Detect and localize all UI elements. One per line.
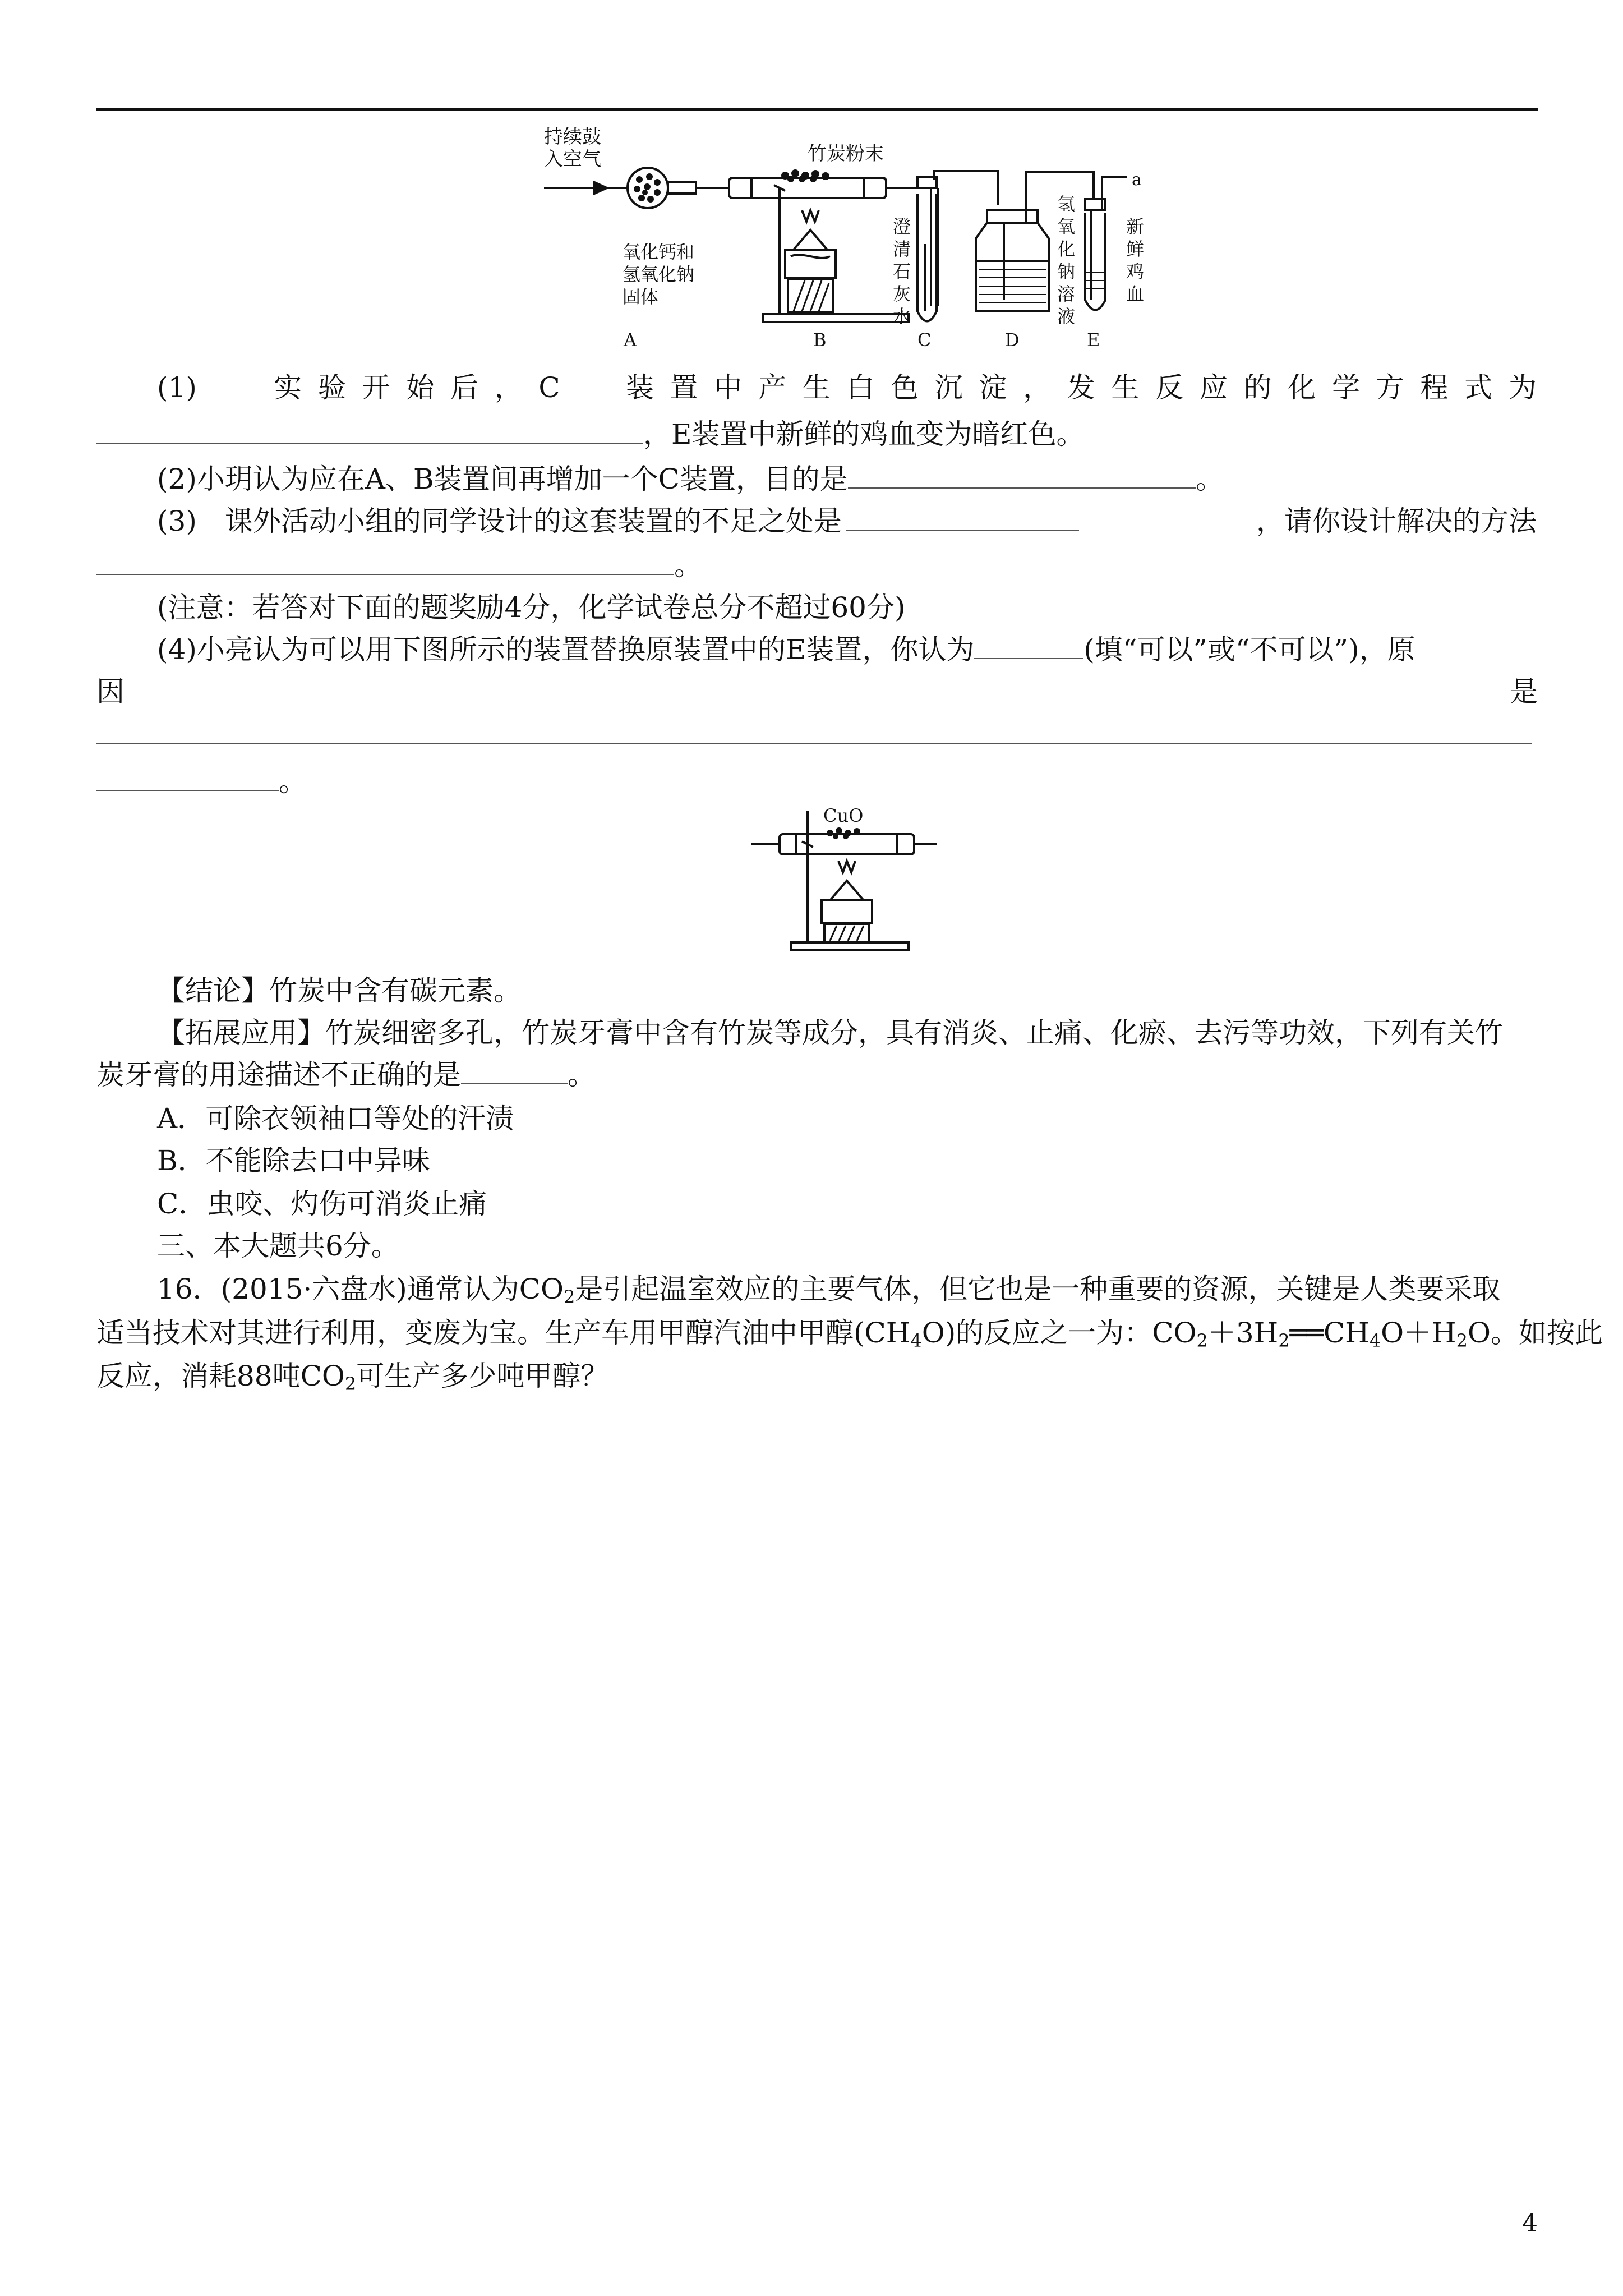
extension-line1: 【拓展应用】竹炭细密多孔，竹炭牙膏中含有竹炭等成分，具有消炎、止痛、化瘀、去污等功效，下列有关竹 (157, 1016, 1503, 1049)
conclusion: 【结论】竹炭中含有碳元素。 (157, 974, 522, 1007)
answer-line-q4b[interactable] (96, 743, 1532, 744)
d-sub-label-2: 氧 (1057, 216, 1076, 237)
letter-a: A (624, 329, 637, 351)
letter-e: E (1087, 329, 1100, 351)
e-sub-label-3: 鸡 (1126, 261, 1145, 282)
question-3-line1: (3) 课外活动小组的同学设计的这套装置的不足之处是 ，请你设计解决的方法 (157, 501, 1537, 541)
air-label-line2: 入空气 (544, 148, 601, 171)
question-2: (2)小玥认为应在A、B装置间再增加一个C装置，目的是 。 (157, 459, 1224, 499)
d-sub-label-3: 化 (1057, 238, 1076, 260)
answer-blank-q4c[interactable] (96, 762, 279, 791)
question-4-line1: (4)小亮认为可以用下图所示的装置替换原装置中的E装置，你认为 (填“可以”或“不可以”)，原 (157, 629, 1537, 670)
a-sub-label-1: 氧化钙和 (623, 241, 695, 263)
c-sub-label-2: 清 (893, 238, 911, 260)
d-sub-label-6: 液 (1057, 306, 1076, 327)
c-sub-label-1: 澄 (893, 216, 911, 237)
question-3-line2: 。 (96, 545, 702, 586)
answer-blank-q1[interactable] (96, 415, 643, 444)
question-1-line2: ，E装置中新鲜的鸡血变为暗红色。 (96, 414, 1085, 454)
d-sub-label-5: 溶 (1057, 283, 1076, 305)
c-sub-label-4: 灰 (893, 283, 911, 305)
e-sub-label-1: 新 (1126, 216, 1145, 237)
header-rule (96, 108, 1538, 111)
c-sub-label-5: 水 (893, 306, 911, 327)
section-3-heading: 三、本大题共6分。 (157, 1230, 399, 1262)
question-16-line3: 反应，消耗88吨$CO_2$可生产多少吨甲醇？ (96, 1360, 609, 1395)
bonus-note: (注意：若答对下面的题奖励4分，化学试卷总分不超过60分) (157, 591, 906, 624)
outlet-label: a (1132, 170, 1142, 190)
d-sub-label-1: 氢 (1057, 194, 1076, 215)
answer-blank-q4a[interactable] (974, 630, 1083, 659)
question-4-line4: 。 (96, 761, 307, 802)
question-16-line2: 适当技术对其进行利用，变废为宝。生产车用甲醇汽油中甲醇$(CH_4O)$的反应之一为：$CO_2+3H_2══CH_4O+H_2O$。如按此 (96, 1317, 1603, 1351)
answer-blank-q3b[interactable] (96, 546, 674, 575)
answer-blank-extension[interactable] (461, 1055, 568, 1084)
option-a: A．可除衣领袖口等处的汗渍 (157, 1102, 514, 1135)
e-sub-label-4: 血 (1126, 283, 1145, 305)
cuo-label: CuO (823, 805, 864, 826)
question-16-line1: 16．(2015·六盘水)通常认为$CO_2$是引起温室效应的主要气体，但它也是一种重要的资源，关键是人类要采取 (157, 1273, 1501, 1308)
e-sub-label-2: 鲜 (1126, 238, 1145, 260)
page-number: 4 (1522, 2209, 1538, 2238)
answer-blank-q2[interactable] (848, 459, 1196, 489)
question-4-line2: 因 是 (96, 675, 1538, 708)
option-b: B．不能除去口中异味 (157, 1144, 430, 1177)
question-1-line1: (1) 实 验 开 始 后 ， C 装 置 中 产 生 白 色 沉 淀 ， 发 生 反 应 的 化 学 方 程 式 为 (157, 371, 1537, 404)
c-sub-label-3: 石 (893, 261, 911, 282)
d-sub-label-4: 钠 (1057, 261, 1076, 282)
extension-line2: 炭牙膏的用途描述不正确的是 。 (96, 1055, 596, 1095)
option-c: C．虫咬、灼伤可消炎止痛 (157, 1188, 487, 1220)
letter-b: B (813, 329, 827, 351)
a-sub-label-2: 氢氧化钠 (623, 264, 695, 285)
apparatus-diagram (538, 121, 1166, 356)
cuo-apparatus-diagram (746, 794, 948, 962)
a-sub-label-3: 固体 (623, 286, 659, 307)
charcoal-label: 竹炭粉末 (808, 142, 884, 165)
air-label-line1: 持续鼓 (544, 126, 601, 148)
letter-d: D (1005, 329, 1020, 351)
answer-blank-q3a[interactable] (846, 501, 1079, 531)
letter-c: C (917, 329, 932, 351)
